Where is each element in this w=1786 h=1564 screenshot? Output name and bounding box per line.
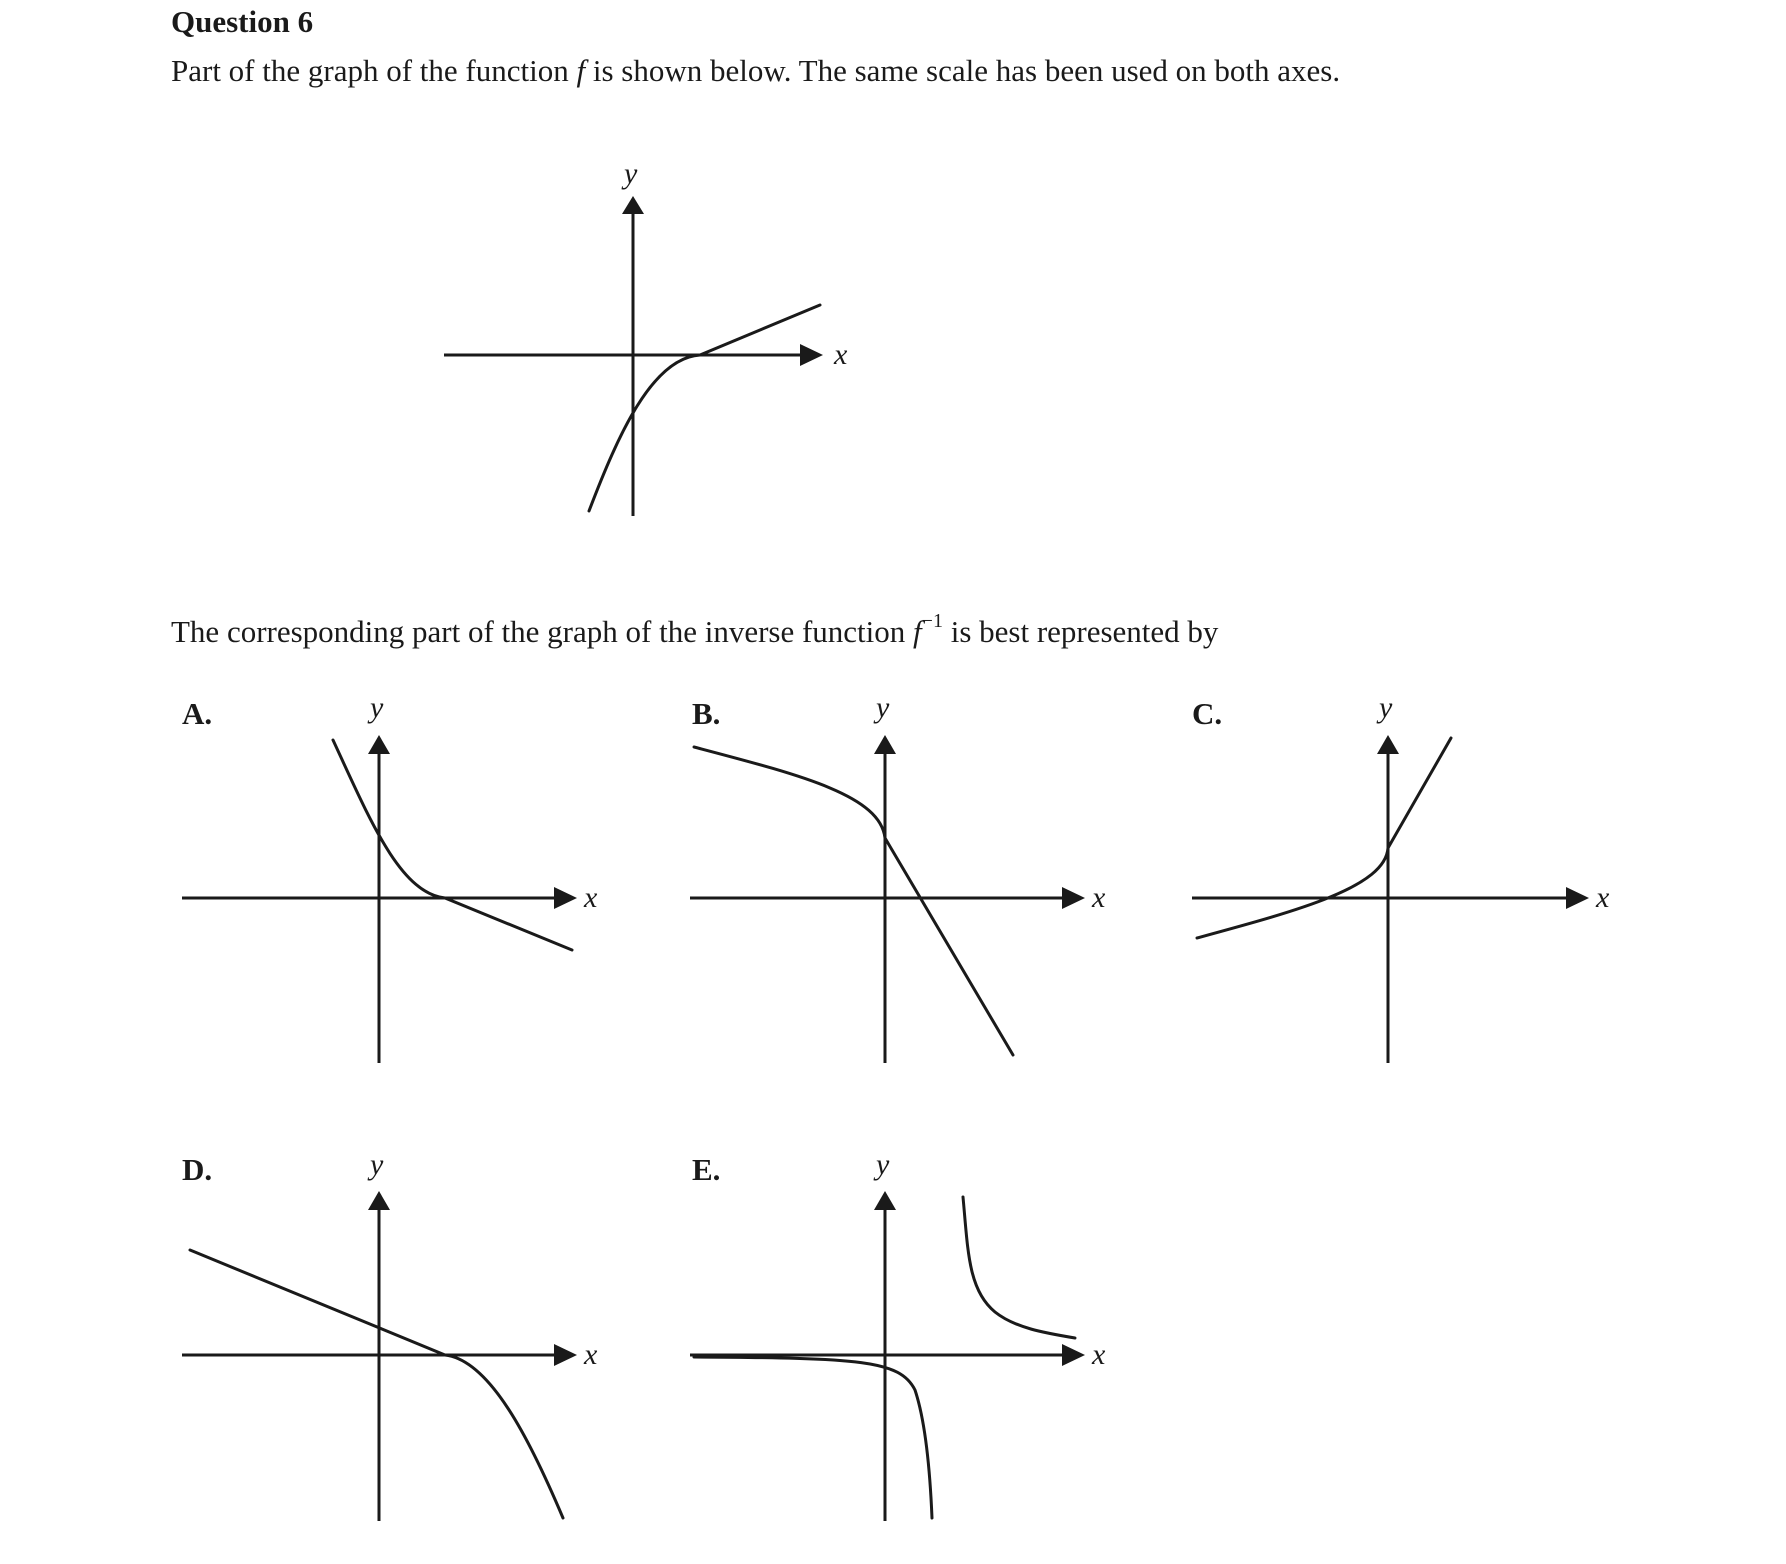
graph-e-x-label: x <box>1092 1338 1106 1371</box>
graph-e-y-label: y <box>876 1148 890 1181</box>
graph-a-x-arrow <box>554 887 577 909</box>
graph-d-x-label: x <box>584 1338 598 1371</box>
option-c-label[interactable]: C. <box>1192 696 1223 731</box>
graph-a-y-label: y <box>370 691 384 724</box>
graph-d-curve <box>190 1250 563 1518</box>
option-e-label[interactable]: E. <box>692 1152 721 1187</box>
stem-text-after: is shown below. The same scale has been used on both axes. <box>585 53 1341 88</box>
graph-c-y-label: y <box>1379 691 1393 724</box>
graph-c-y-arrow <box>1377 735 1399 754</box>
graph-d-x-arrow <box>554 1344 577 1366</box>
graph-b-y-label: y <box>876 691 890 724</box>
graph-f <box>444 157 848 516</box>
graph-f-y-label: y <box>624 157 638 190</box>
graph-a-curve <box>333 740 572 950</box>
graph-e-y-arrow <box>874 1191 896 1210</box>
option-a-label[interactable]: A. <box>182 696 213 731</box>
graph-b-y-arrow <box>874 735 896 754</box>
prompt-function-name: f <box>913 614 922 649</box>
graph-option-c <box>1192 691 1610 1063</box>
graph-d-y-arrow <box>368 1191 390 1210</box>
prompt-inverse-superscript: −1 <box>921 609 943 632</box>
graph-option-a <box>182 691 598 1063</box>
graph-e-curve-upper <box>963 1197 1075 1338</box>
graph-f-x-arrow <box>800 344 823 366</box>
stem-text-before: Part of the graph of the function <box>171 53 577 88</box>
graph-option-e <box>690 1148 1106 1521</box>
graph-a-x-label: x <box>584 881 598 914</box>
graph-b-x-label: x <box>1092 881 1106 914</box>
stem-function-name: f <box>576 53 586 88</box>
prompt-text-before: The corresponding part of the graph of the inverse function <box>171 614 914 649</box>
question-title: Question 6 <box>171 4 314 39</box>
graph-f-x-label: x <box>834 338 848 371</box>
graph-option-d <box>182 1148 598 1521</box>
graph-c-curve <box>1197 738 1451 938</box>
graph-e-x-arrow <box>1062 1344 1085 1366</box>
graph-d-y-label: y <box>370 1148 384 1181</box>
graph-b-curve <box>694 747 1013 1055</box>
option-d-label[interactable]: D. <box>182 1152 213 1187</box>
graph-b-x-arrow <box>1062 887 1085 909</box>
graph-f-y-arrow <box>622 196 644 214</box>
graph-e-curve-lower <box>694 1357 932 1518</box>
graph-c-x-arrow <box>1566 887 1589 909</box>
graph-f-curve <box>589 305 820 511</box>
graph-option-b <box>690 691 1106 1063</box>
graph-c-x-label: x <box>1596 881 1610 914</box>
prompt-text-after: is best represented by <box>942 614 1219 649</box>
graph-a-y-arrow <box>368 735 390 754</box>
option-b-label[interactable]: B. <box>692 696 721 731</box>
